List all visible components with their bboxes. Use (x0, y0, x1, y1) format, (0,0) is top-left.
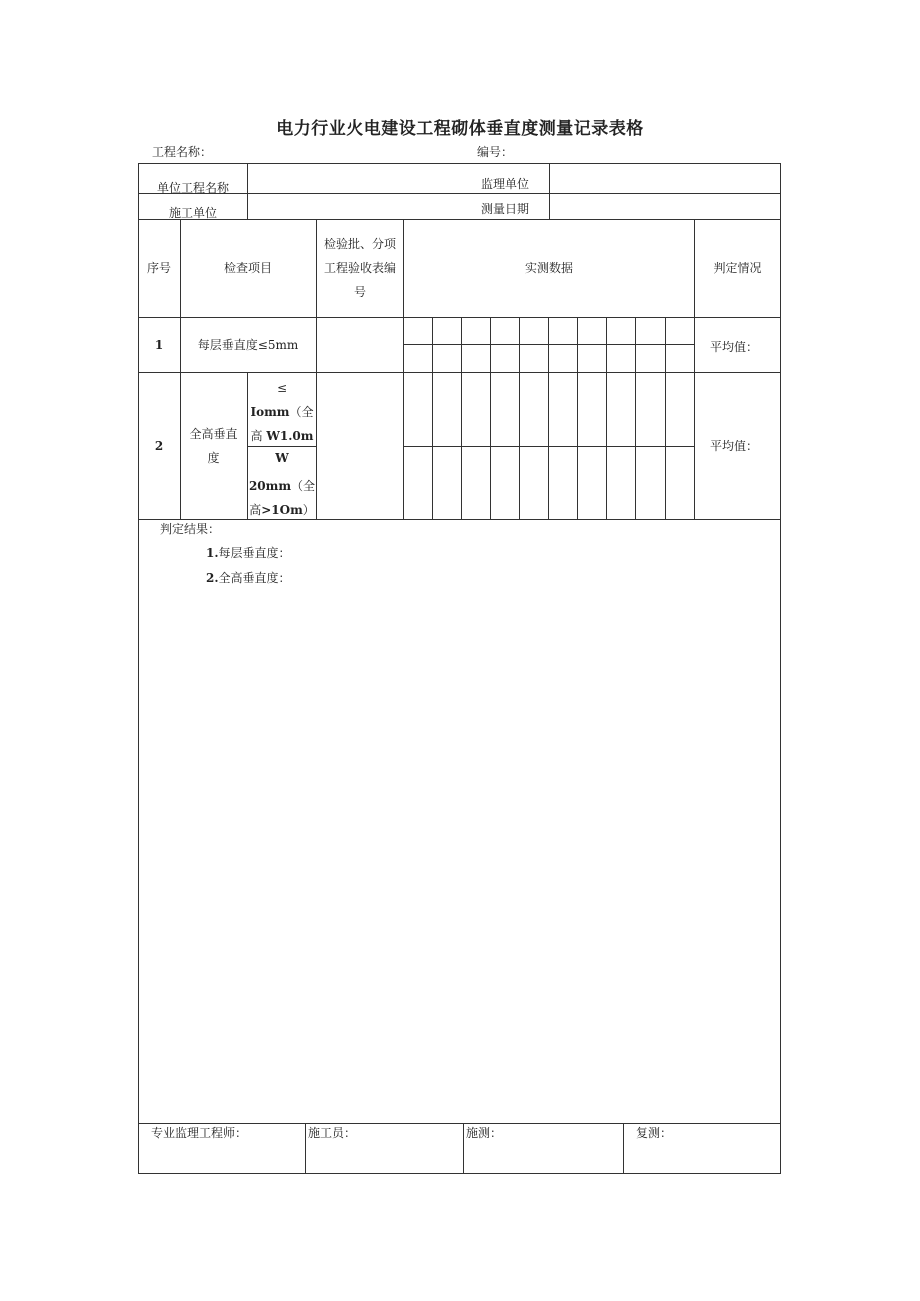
supervision-unit-label: 监理单位 (481, 177, 530, 191)
rule-row2 (138, 519, 781, 520)
col-batch-no-line: 号 (353, 285, 366, 299)
row2-sub2-text: 高 (249, 503, 262, 517)
row2-sub1-line: ≤ (276, 381, 288, 395)
result-item-2-num: 2. (206, 571, 219, 585)
row2-item-line: 度 (207, 450, 220, 465)
engineer-signature-label: 专业监理工程师： (151, 1126, 248, 1140)
vline-data (548, 317, 549, 520)
row2-sub1-value: Iomm (250, 405, 290, 419)
construction-unit-label: 施工单位 (168, 206, 217, 220)
row2-average-label: 平均值： (710, 439, 759, 453)
col-seq: 序号 (146, 261, 171, 275)
row2-sub1-value: W1.0m (266, 429, 314, 443)
result-item-2-text: 全高垂直度： (218, 571, 291, 585)
vline-sign-b (463, 1123, 464, 1174)
col-batch-no-line: 检验批、分项 (323, 237, 396, 251)
rechecker-signature-label: 复测： (636, 1126, 673, 1140)
row1-average-label: 平均值： (710, 340, 759, 354)
page-title: 电力行业火电建设工程砌体垂直度测量记录表格 (276, 119, 644, 139)
measure-date-label: 测量日期 (481, 202, 530, 216)
vline-data (635, 317, 636, 520)
vline-data (665, 317, 666, 520)
vline-data (519, 317, 520, 520)
row2-sub1-line (248, 424, 316, 448)
row1-item: 每层垂直度≤5mm (197, 337, 299, 352)
row2-sub2-value: >1Om (261, 503, 303, 517)
result-label: 判定结果： (160, 522, 221, 536)
rule-row2-mid (404, 446, 694, 447)
row2-item-line: 全高垂直 (189, 426, 238, 441)
row2-sub2-line: W (275, 451, 289, 465)
row2-sub2 (248, 446, 316, 522)
row2-sub1-text: （全 (289, 405, 314, 419)
measurer-signature-label: 施测： (466, 1126, 503, 1140)
vline-data (490, 317, 491, 520)
row2-sub1-line (248, 400, 316, 424)
row2-seq: 2 (154, 438, 164, 453)
col-item: 检查项目 (223, 261, 272, 275)
col-batch-no (316, 219, 404, 317)
rule-signature (138, 1123, 781, 1124)
vline-info-b (549, 163, 550, 220)
project-name-label: 工程名称： (152, 145, 213, 159)
col-batch-no-line: 工程验收表编 (323, 261, 396, 275)
row2-sub1 (248, 376, 316, 448)
col-measured: 实测数据 (524, 261, 573, 275)
serial-no-label: 编号： (477, 145, 514, 159)
worker-signature-label: 施工员： (308, 1126, 357, 1140)
row2-sub1-text: 高 (250, 429, 267, 443)
result-item-1-num: 1. (206, 546, 219, 560)
result-item-1-text: 每层垂直度： (218, 546, 291, 560)
row2-item (180, 372, 247, 519)
row2-sub2-line (248, 498, 316, 522)
result-item-2 (206, 572, 291, 584)
row1-seq: 1 (154, 337, 164, 352)
vline-data (432, 317, 433, 520)
row2-sub2-text: ） (302, 503, 315, 517)
vline-data (461, 317, 462, 520)
col-judgement: 判定情况 (713, 261, 762, 275)
unit-project-name-label: 单位工程名称 (156, 181, 229, 195)
vline-sign-a (305, 1123, 306, 1174)
row2-sub2-text: （全 (291, 479, 316, 493)
result-item-1 (206, 547, 291, 559)
vline-data (606, 317, 607, 520)
rule-row1-mid (404, 344, 694, 345)
row2-sub2-value: 20mm (248, 479, 292, 493)
vline-data (577, 317, 578, 520)
vline-sign-c (623, 1123, 624, 1174)
row2-sub2-line (248, 474, 316, 498)
